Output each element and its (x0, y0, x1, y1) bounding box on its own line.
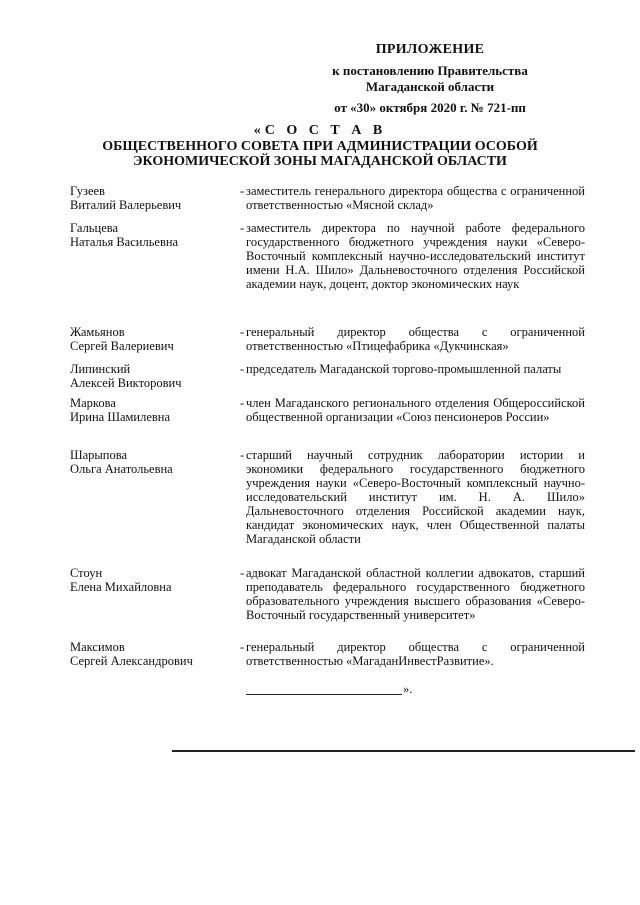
member-given-names: Сергей Валериевич (70, 339, 174, 353)
member-row (70, 566, 585, 640)
member-position: член Магаданского регионального отделения Общероссийской общественной организации «Союз пенсионеров России» (246, 396, 585, 424)
appendix-title: ПРИЛОЖЕНИЕ (375, 42, 485, 57)
member-given-names: Алексей Викторович (70, 376, 182, 390)
member-position: старший научный сотрудник лаборатории истории и экономики федерального государственного бюджетного учреждения науки «Северо-Восточный комплексный научно-исследовательский институт им. Н. А. Шило» Дальневосточного отделения Российской академии наук, кандидат экономических наук, член Общественной палаты Магаданской области (246, 448, 585, 546)
member-dash: - (240, 362, 245, 376)
member-position: адвокат Магаданской областной коллегии адвокатов, старший преподаватель федерального государственного бюджетного образовательного учреждения высшего образования «Северо-Восточный государственный университет» (246, 566, 585, 622)
appendix-line-1: к постановлению Правительства (332, 63, 528, 78)
member-dash: - (240, 640, 245, 654)
member-name (70, 448, 240, 566)
member-name (70, 362, 240, 396)
member-dash: - (240, 448, 245, 462)
decree-date: от «30» октября 2020 г. № 721-пп (334, 100, 526, 115)
member-row (70, 221, 585, 325)
heading-council-line-1: ОБЩЕСТВЕННОГО СОВЕТА ПРИ АДМИНИСТРАЦИИ ОСОБОЙ (102, 139, 538, 154)
appendix-line-2: Магаданской области (365, 79, 495, 94)
member-dash: - (240, 184, 245, 198)
member-row (70, 325, 585, 362)
heading-sostav: «С О С Т А В (253, 123, 387, 138)
member-name (70, 640, 240, 676)
member-name (70, 566, 240, 640)
member-given-names: Виталий Валерьевич (70, 198, 182, 212)
member-surname: Жамьянов (70, 325, 125, 339)
member-position: генеральный директор общества с ограниченной ответственностью «Птицефабрика «Дукчинская» (246, 325, 585, 353)
appendix-block (310, 42, 550, 116)
member-dash: - (240, 396, 245, 410)
member-name (70, 184, 240, 221)
members-list (70, 184, 585, 676)
document-heading (40, 122, 600, 169)
member-dash: - (240, 221, 245, 235)
member-dash: - (240, 566, 245, 580)
member-surname: Шарыпова (70, 448, 128, 462)
member-surname: Максимов (70, 640, 125, 654)
member-dash: - (240, 325, 245, 339)
member-row (70, 362, 585, 396)
member-position: заместитель генерального директора общества с ограниченной ответственностью «Мясной склад» (246, 184, 585, 212)
member-surname: Стоун (70, 566, 103, 580)
member-position: генеральный директор общества с ограниченной ответственностью «МагаданИнвестРазвитие». (246, 640, 585, 668)
member-position: председатель Магаданской торгово-промышленной палаты (246, 362, 562, 376)
member-surname: Липинский (70, 362, 131, 376)
member-given-names: Сергей Александрович (70, 654, 193, 668)
member-row (70, 448, 585, 566)
member-name (70, 221, 240, 325)
bottom-divider (172, 750, 635, 752)
closing-quote: ». (403, 682, 413, 696)
heading-council-line-2: ЭКОНОМИЧЕСКОЙ ЗОНЫ МАГАДАНСКОЙ ОБЛАСТИ (133, 154, 507, 169)
member-row (70, 640, 585, 676)
member-name (70, 396, 240, 448)
member-surname: Маркова (70, 396, 116, 410)
member-surname: Гальцева (70, 221, 119, 235)
closing-underline (246, 682, 402, 695)
member-name (70, 325, 240, 362)
member-given-names: Ирина Шамилевна (70, 410, 171, 424)
member-given-names: Наталья Васильевна (70, 235, 179, 249)
member-given-names: Елена Михайловна (70, 580, 172, 594)
member-given-names: Ольга Анатольевна (70, 462, 173, 476)
member-surname: Гузеев (70, 184, 105, 198)
member-row (70, 184, 585, 221)
member-row (70, 396, 585, 448)
member-position: заместитель директора по научной работе федерального государственного бюджетного учреждения науки «Северо-Восточный комплексный научно-исследовательский институт имени Н.А. Шило» Дальневосточного отделения Российской академии наук, доцент, доктор экономических наук (246, 221, 585, 291)
